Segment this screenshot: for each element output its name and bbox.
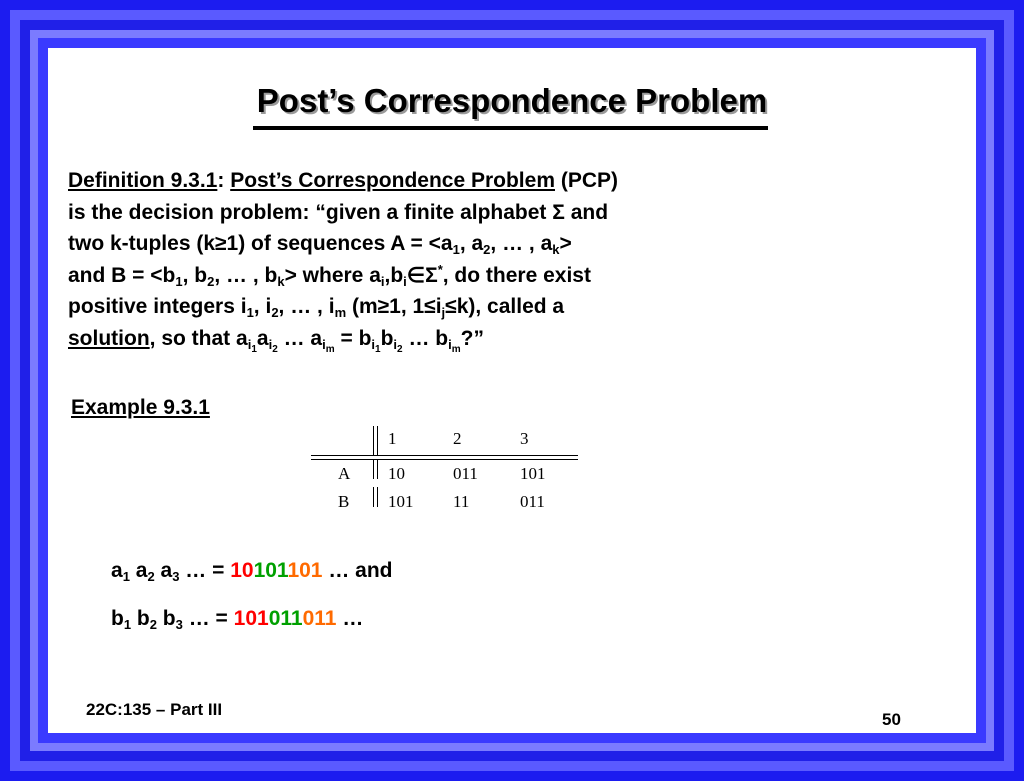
b-suffix: … [336,607,364,630]
a-part-2: 101 [253,559,288,582]
row-label: A [338,464,351,483]
table-cell: 101 [388,492,414,511]
table-divider [373,487,374,507]
table-divider [377,487,378,507]
solution-term: solution [68,326,150,350]
a-suffix: … and [322,559,393,582]
title-underline [253,126,768,130]
b-part-2: 011 [268,607,303,630]
table-cell: 11 [453,492,470,511]
b-sequence: $b_1$ $b_2$ $b_3$ … = 101011011 … [111,607,364,632]
table-cell: 011 [520,492,545,511]
table-header-rule [311,455,578,456]
a-part-3: 101 [287,559,323,582]
column-header: 2 [453,429,462,448]
definition-abbr: (PCP) [560,169,619,192]
definition-label: Definition 9.3.1 [68,169,218,192]
row-label: B [338,492,350,511]
a-part-1: 10 [230,559,254,582]
column-header: 3 [520,429,529,448]
definition-block: Definition 9.3.1: Post’s Correspondence Problem (PCP) is the decision problem: “given a finite alphabet Σ and two k-tuples (k≥1) of sequences $A = <a_1$, $a_2$, … , $a_k>$ and $B = <b_1$, $b_2$, … , $b_k>$ where $a_i,b_i\in\Sigma^*$, do there exist positive integers $i_1$, $i_2$, … , $i_m$ (m≥1, $1\le i_j\le k$), called a solution, so that $a_{i_1}a_{i_2}$ … $a_{i_m} = b_{i_1}b_{i_2}$ … $b_{i_m}$?” [68,169,619,355]
example-label: Example 9.3.1 [71,396,210,419]
table-divider [373,459,374,479]
b-part-1: 101 [233,607,269,630]
slide-title: Post’s Correspondence Problem [256,82,768,119]
footer-course: 22C:135 – Part III [86,700,223,719]
table-divider [377,426,378,456]
b-part-3: 011 [302,607,337,630]
table-header-rule [311,459,578,460]
a-sequence: $a_1$ $a_2$ $a_3$ … = 10101101 … and [111,559,393,584]
page-number: 50 [882,710,901,729]
definition-term: Post’s Correspondence Problem [230,169,555,192]
pcp-table [308,426,578,518]
table-cell: 011 [453,464,478,483]
slide-content [48,48,976,733]
table-divider [373,426,374,456]
column-header: 1 [388,429,397,448]
table-cell: 10 [388,464,405,483]
table-divider [377,459,378,479]
table-cell: 101 [520,464,546,483]
